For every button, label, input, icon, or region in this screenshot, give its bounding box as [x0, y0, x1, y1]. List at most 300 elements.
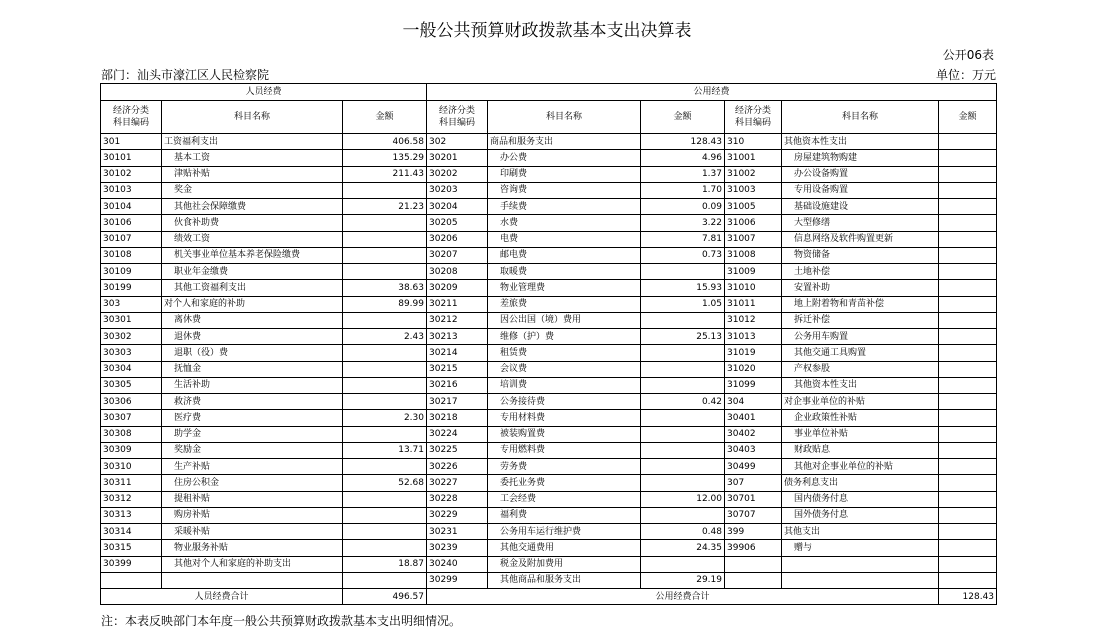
totals-row	[101, 589, 997, 605]
cell-name: 生活补助	[162, 377, 343, 393]
cell-code: 301	[101, 134, 162, 150]
cell-name: 邮电费	[488, 247, 641, 263]
cell-amount	[641, 556, 725, 572]
cell-code: 31002	[725, 166, 782, 182]
cell-amount	[939, 345, 997, 361]
cell-amount: 12.00	[641, 491, 725, 507]
cell-code: 30304	[101, 361, 162, 377]
cell-code: 30707	[725, 507, 782, 523]
cell-amount	[939, 410, 997, 426]
department-label: 部门：汕头市濠江区人民检察院	[101, 68, 270, 82]
cell-name: 安置补助	[782, 280, 939, 296]
cell-code: 31019	[725, 345, 782, 361]
cell-code: 30302	[101, 329, 162, 345]
cell-amount	[343, 507, 427, 523]
table-row	[101, 426, 997, 442]
cell-amount	[939, 556, 997, 572]
cell-code: 30199	[101, 280, 162, 296]
cell-amount	[939, 475, 997, 491]
section-public: 公用经费	[427, 84, 997, 101]
cell-name: 咨询费	[488, 182, 641, 198]
cell-code	[101, 572, 162, 588]
cell-code: 310	[725, 134, 782, 150]
cell-code: 31009	[725, 264, 782, 280]
cell-name: 绩效工资	[162, 231, 343, 247]
cell-name: 抚恤金	[162, 361, 343, 377]
cell-amount	[641, 442, 725, 458]
cell-amount	[939, 247, 997, 263]
cell-name: 电费	[488, 231, 641, 247]
cell-code: 39906	[725, 540, 782, 556]
cell-code: 304	[725, 394, 782, 410]
cell-amount	[939, 215, 997, 231]
unit-label: 单位：万元	[935, 68, 996, 82]
header-name: 科目名称	[162, 101, 343, 134]
table-row	[101, 459, 997, 475]
header-amount: 金额	[641, 101, 725, 134]
cell-amount: 89.99	[343, 296, 427, 312]
cell-code: 30102	[101, 166, 162, 182]
cell-name: 专用燃料费	[488, 442, 641, 458]
cell-amount: 21.23	[343, 199, 427, 215]
cell-name: 信息网络及软件购置更新	[782, 231, 939, 247]
cell-code: 30211	[427, 296, 488, 312]
cell-amount: 24.35	[641, 540, 725, 556]
cell-name: 物资储备	[782, 247, 939, 263]
cell-amount	[641, 345, 725, 361]
cell-name: 工会经费	[488, 491, 641, 507]
cell-code: 30401	[725, 410, 782, 426]
table-row	[101, 394, 997, 410]
cell-code: 30311	[101, 475, 162, 491]
cell-amount	[641, 410, 725, 426]
table-row	[101, 312, 997, 328]
table-row	[101, 524, 997, 540]
cell-code: 30399	[101, 556, 162, 572]
cell-code: 30312	[101, 491, 162, 507]
cell-amount	[939, 231, 997, 247]
cell-name	[782, 556, 939, 572]
cell-code: 30203	[427, 182, 488, 198]
cell-amount	[939, 280, 997, 296]
cell-code: 31012	[725, 312, 782, 328]
cell-code: 30214	[427, 345, 488, 361]
cell-name: 财政贴息	[782, 442, 939, 458]
cell-amount	[939, 442, 997, 458]
cell-name	[782, 572, 939, 588]
table-row	[101, 264, 997, 280]
cell-name: 公务用车运行维护费	[488, 524, 641, 540]
cell-amount	[939, 507, 997, 523]
cell-name: 事业单位补贴	[782, 426, 939, 442]
cell-code: 30209	[427, 280, 488, 296]
cell-code: 30208	[427, 264, 488, 280]
cell-name: 物业服务补贴	[162, 540, 343, 556]
cell-code: 30104	[101, 199, 162, 215]
cell-amount: 15.93	[641, 280, 725, 296]
cell-amount	[939, 296, 997, 312]
cell-amount: 0.73	[641, 247, 725, 263]
cell-amount: 1.70	[641, 182, 725, 198]
cell-code: 30107	[101, 231, 162, 247]
cell-amount	[939, 312, 997, 328]
cell-amount: 406.58	[343, 134, 427, 150]
table-row	[101, 199, 997, 215]
cell-name: 被装购置费	[488, 426, 641, 442]
cell-name: 劳务费	[488, 459, 641, 475]
cell-amount	[939, 426, 997, 442]
cell-name: 基本工资	[162, 150, 343, 166]
cell-code: 30212	[427, 312, 488, 328]
table-row	[101, 540, 997, 556]
header-code: 经济分类 科目编码	[427, 101, 488, 134]
table-row	[101, 296, 997, 312]
cell-code: 30207	[427, 247, 488, 263]
cell-code: 31003	[725, 182, 782, 198]
cell-code: 30403	[725, 442, 782, 458]
cell-name: 医疗费	[162, 410, 343, 426]
header-name: 科目名称	[782, 101, 939, 134]
table-row	[101, 345, 997, 361]
cell-name: 税金及附加费用	[488, 556, 641, 572]
table-row	[101, 247, 997, 263]
cell-amount	[939, 329, 997, 345]
cell-name: 奖励金	[162, 442, 343, 458]
cell-name: 差旅费	[488, 296, 641, 312]
cell-code: 30402	[725, 426, 782, 442]
cell-name: 其他交通费用	[488, 540, 641, 556]
cell-name: 其他支出	[782, 524, 939, 540]
cell-name: 土地补偿	[782, 264, 939, 280]
cell-code: 30213	[427, 329, 488, 345]
cell-amount	[641, 426, 725, 442]
table-row	[101, 231, 997, 247]
cell-amount	[343, 572, 427, 588]
table-row	[101, 361, 997, 377]
cell-name: 其他资本性支出	[782, 134, 939, 150]
cell-code: 307	[725, 475, 782, 491]
table-row	[101, 150, 997, 166]
cell-name: 退职（役）费	[162, 345, 343, 361]
cell-amount	[343, 264, 427, 280]
cell-name: 福利费	[488, 507, 641, 523]
cell-amount	[641, 475, 725, 491]
cell-code: 30109	[101, 264, 162, 280]
cell-code: 31013	[725, 329, 782, 345]
cell-name: 水费	[488, 215, 641, 231]
cell-amount: 38.63	[343, 280, 427, 296]
cell-code: 30202	[427, 166, 488, 182]
budget-table	[100, 83, 997, 605]
cell-amount	[343, 182, 427, 198]
cell-name: 提租补贴	[162, 491, 343, 507]
cell-name: 机关事业单位基本养老保险缴费	[162, 247, 343, 263]
cell-code: 30307	[101, 410, 162, 426]
cell-name: 物业管理费	[488, 280, 641, 296]
cell-amount	[939, 361, 997, 377]
cell-name: 其他工资福利支出	[162, 280, 343, 296]
cell-name: 奖金	[162, 182, 343, 198]
cell-name: 对企事业单位的补贴	[782, 394, 939, 410]
cell-name: 其他社会保障缴费	[162, 199, 343, 215]
cell-name: 生产补贴	[162, 459, 343, 475]
cell-name: 其他对个人和家庭的补助支出	[162, 556, 343, 572]
cell-amount	[641, 507, 725, 523]
cell-code: 30228	[427, 491, 488, 507]
cell-code: 31006	[725, 215, 782, 231]
cell-amount: 7.81	[641, 231, 725, 247]
public-total-value: 128.43	[939, 589, 997, 605]
cell-amount	[343, 312, 427, 328]
cell-code: 30106	[101, 215, 162, 231]
cell-amount	[343, 524, 427, 540]
cell-amount: 13.71	[343, 442, 427, 458]
table-row	[101, 134, 997, 150]
cell-name: 国外债务付息	[782, 507, 939, 523]
cell-code: 30303	[101, 345, 162, 361]
cell-amount	[939, 524, 997, 540]
cell-code: 30227	[427, 475, 488, 491]
header-code: 经济分类 科目编码	[101, 101, 162, 134]
cell-amount	[939, 199, 997, 215]
cell-amount: 52.68	[343, 475, 427, 491]
cell-code: 30108	[101, 247, 162, 263]
cell-code: 30217	[427, 394, 488, 410]
cell-name: 住房公积金	[162, 475, 343, 491]
cell-code: 303	[101, 296, 162, 312]
cell-name: 因公出国（境）费用	[488, 312, 641, 328]
table-row	[101, 507, 997, 523]
cell-code: 30205	[427, 215, 488, 231]
public-total-label: 公用经费合计	[427, 589, 939, 605]
cell-name: 会议费	[488, 361, 641, 377]
cell-name: 国内债务付息	[782, 491, 939, 507]
cell-name: 退休费	[162, 329, 343, 345]
cell-name: 专用设备购置	[782, 182, 939, 198]
cell-code: 30315	[101, 540, 162, 556]
cell-amount: 211.43	[343, 166, 427, 182]
cell-name: 工资福利支出	[162, 134, 343, 150]
form-code: 公开06表	[942, 48, 994, 62]
cell-code: 30229	[427, 507, 488, 523]
cell-name: 对个人和家庭的补助	[162, 296, 343, 312]
cell-code: 30314	[101, 524, 162, 540]
table-row	[101, 215, 997, 231]
cell-name: 伙食补助费	[162, 215, 343, 231]
cell-code: 31020	[725, 361, 782, 377]
cell-amount	[343, 345, 427, 361]
section-personnel: 人员经费	[101, 84, 427, 101]
cell-code: 31011	[725, 296, 782, 312]
cell-amount: 0.48	[641, 524, 725, 540]
cell-amount	[641, 312, 725, 328]
cell-code: 30218	[427, 410, 488, 426]
cell-amount	[939, 540, 997, 556]
cell-code: 30308	[101, 426, 162, 442]
cell-name: 职业年金缴费	[162, 264, 343, 280]
cell-amount: 3.22	[641, 215, 725, 231]
cell-name: 离休费	[162, 312, 343, 328]
cell-amount	[939, 572, 997, 588]
cell-code: 31005	[725, 199, 782, 215]
table-row	[101, 410, 997, 426]
cell-code: 30310	[101, 459, 162, 475]
cell-name: 产权参股	[782, 361, 939, 377]
cell-name: 租赁费	[488, 345, 641, 361]
cell-amount	[343, 361, 427, 377]
header-code: 经济分类 科目编码	[725, 101, 782, 134]
cell-amount	[939, 377, 997, 393]
cell-code: 30201	[427, 150, 488, 166]
cell-amount: 1.37	[641, 166, 725, 182]
cell-amount	[343, 491, 427, 507]
table-row	[101, 329, 997, 345]
cell-name: 印刷费	[488, 166, 641, 182]
cell-amount: 0.42	[641, 394, 725, 410]
cell-name: 手续费	[488, 199, 641, 215]
cell-code	[725, 572, 782, 588]
personnel-total-value: 496.57	[343, 589, 427, 605]
cell-name: 其他对企事业单位的补贴	[782, 459, 939, 475]
cell-code	[725, 556, 782, 572]
cell-code: 30225	[427, 442, 488, 458]
cell-amount: 128.43	[641, 134, 725, 150]
cell-amount	[939, 166, 997, 182]
table-row	[101, 572, 997, 588]
cell-name: 委托业务费	[488, 475, 641, 491]
cell-name: 商品和服务支出	[488, 134, 641, 150]
cell-code: 30215	[427, 361, 488, 377]
cell-code: 30701	[725, 491, 782, 507]
cell-code: 30216	[427, 377, 488, 393]
cell-amount	[939, 182, 997, 198]
cell-code: 31008	[725, 247, 782, 263]
cell-name: 其他商品和服务支出	[488, 572, 641, 588]
footnote: 注：本表反映部门本年度一般公共预算财政拨款基本支出明细情况。	[101, 614, 462, 628]
cell-name: 其他交通工具购置	[782, 345, 939, 361]
cell-code: 30206	[427, 231, 488, 247]
cell-amount	[641, 459, 725, 475]
cell-name: 救济费	[162, 394, 343, 410]
cell-name: 赠与	[782, 540, 939, 556]
cell-amount: 4.96	[641, 150, 725, 166]
cell-code: 30499	[725, 459, 782, 475]
cell-amount: 0.09	[641, 199, 725, 215]
table-row	[101, 556, 997, 572]
cell-name: 房屋建筑物购建	[782, 150, 939, 166]
cell-code: 30239	[427, 540, 488, 556]
personnel-total-label: 人员经费合计	[101, 589, 343, 605]
cell-name: 购房补贴	[162, 507, 343, 523]
cell-amount	[939, 394, 997, 410]
cell-code: 31010	[725, 280, 782, 296]
cell-name: 办公费	[488, 150, 641, 166]
header-name: 科目名称	[488, 101, 641, 134]
cell-amount: 25.13	[641, 329, 725, 345]
cell-amount: 1.05	[641, 296, 725, 312]
cell-name: 取暖费	[488, 264, 641, 280]
header-amount: 金额	[939, 101, 997, 134]
cell-amount	[343, 426, 427, 442]
table-row	[101, 377, 997, 393]
cell-amount	[343, 377, 427, 393]
cell-name: 地上附着物和青苗补偿	[782, 296, 939, 312]
table-row	[101, 280, 997, 296]
cell-amount: 29.19	[641, 572, 725, 588]
cell-amount	[641, 264, 725, 280]
cell-name: 其他资本性支出	[782, 377, 939, 393]
cell-name: 培训费	[488, 377, 641, 393]
cell-code: 31001	[725, 150, 782, 166]
cell-name	[162, 572, 343, 588]
cell-code: 302	[427, 134, 488, 150]
cell-amount: 18.87	[343, 556, 427, 572]
cell-name: 公务用车购置	[782, 329, 939, 345]
cell-name: 拆迁补偿	[782, 312, 939, 328]
cell-code: 30240	[427, 556, 488, 572]
cell-amount	[939, 134, 997, 150]
header-amount: 金额	[343, 101, 427, 134]
cell-name: 采暖补贴	[162, 524, 343, 540]
cell-amount: 135.29	[343, 150, 427, 166]
table-row	[101, 475, 997, 491]
cell-amount: 2.43	[343, 329, 427, 345]
cell-code: 30299	[427, 572, 488, 588]
cell-name: 基础设施建设	[782, 199, 939, 215]
report-title: 一般公共预算财政拨款基本支出决算表	[402, 21, 692, 41]
cell-name: 企业政策性补贴	[782, 410, 939, 426]
cell-amount	[343, 540, 427, 556]
cell-amount	[343, 231, 427, 247]
cell-code: 30301	[101, 312, 162, 328]
cell-name: 津贴补贴	[162, 166, 343, 182]
table-row	[101, 166, 997, 182]
cell-code: 399	[725, 524, 782, 540]
cell-amount	[939, 150, 997, 166]
cell-code: 30305	[101, 377, 162, 393]
cell-amount	[641, 377, 725, 393]
cell-amount	[939, 459, 997, 475]
cell-name: 大型修缮	[782, 215, 939, 231]
cell-code: 31007	[725, 231, 782, 247]
cell-amount	[343, 215, 427, 231]
cell-code: 31099	[725, 377, 782, 393]
cell-amount	[641, 361, 725, 377]
table-row	[101, 491, 997, 507]
cell-amount	[343, 394, 427, 410]
cell-name: 专用材料费	[488, 410, 641, 426]
table-row	[101, 442, 997, 458]
cell-code: 30306	[101, 394, 162, 410]
cell-amount: 2.30	[343, 410, 427, 426]
cell-amount	[343, 247, 427, 263]
cell-name: 办公设备购置	[782, 166, 939, 182]
cell-code: 30313	[101, 507, 162, 523]
cell-code: 30231	[427, 524, 488, 540]
cell-code: 30226	[427, 459, 488, 475]
cell-code: 30101	[101, 150, 162, 166]
cell-amount	[343, 459, 427, 475]
cell-code: 30224	[427, 426, 488, 442]
cell-code: 30309	[101, 442, 162, 458]
cell-name: 维修（护）费	[488, 329, 641, 345]
cell-amount	[939, 264, 997, 280]
cell-name: 助学金	[162, 426, 343, 442]
cell-amount	[939, 491, 997, 507]
cell-name: 债务利息支出	[782, 475, 939, 491]
cell-name: 公务接待费	[488, 394, 641, 410]
table-row	[101, 182, 997, 198]
